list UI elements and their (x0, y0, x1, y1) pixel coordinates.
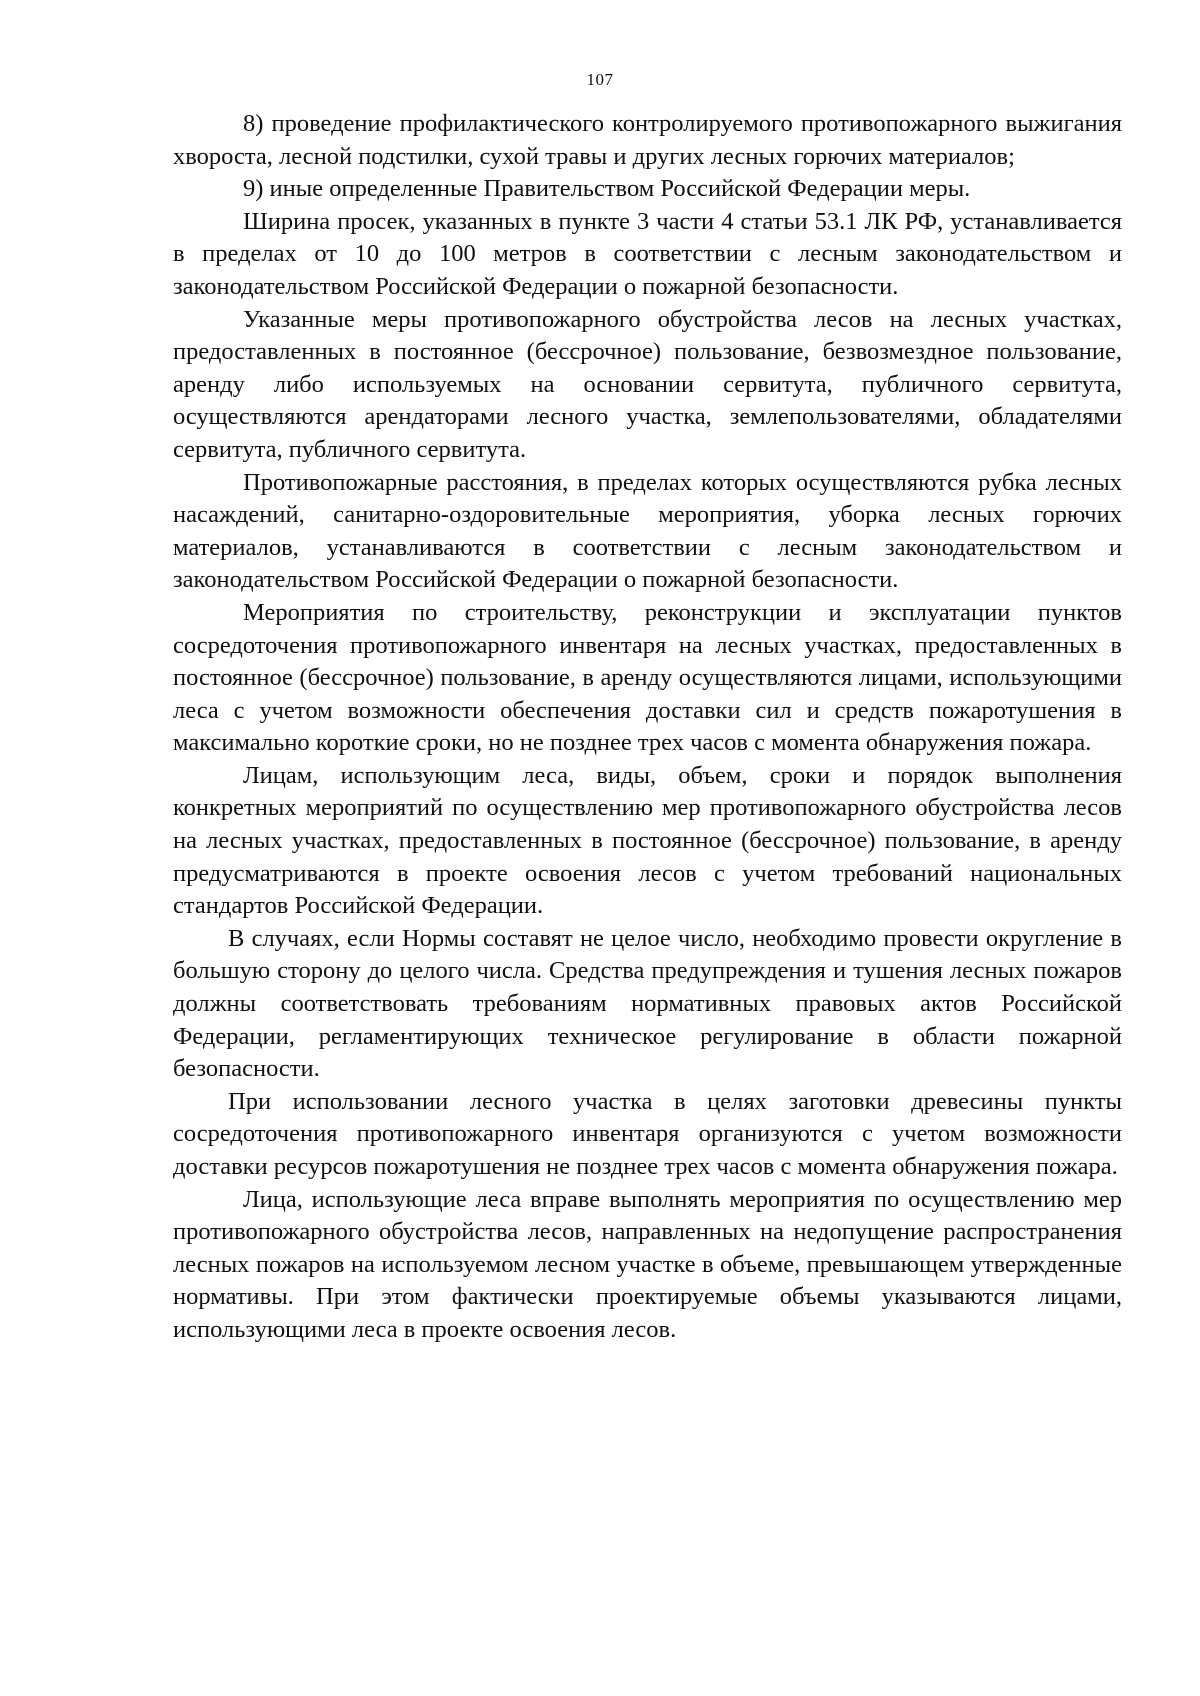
paragraph-item-8: 8) проведение профилактического контролируемого противопожарного выжигания хвороста, лесной подстилки, сухой травы и других лесных горючих материалов; (173, 110, 1122, 170)
paragraph-timber-harvest: При использовании лесного участка в целях заготовки древесины пункты сосредоточения противопожарного инвентаря организуются с учетом возможности доставки ресурсов пожаротушения не позднее трех часов с момента обнаружения пожара. (173, 1087, 1122, 1180)
paragraph-clearing-width: Ширина просек, указанных в пункте 3 части 4 статьи 53.1 ЛК РФ, устанавливается в пределах от 10 до 100 метров в соответствии с лесным законодательством и законодательством Российской Федерации о пожарной безопасности. (173, 207, 1122, 300)
paragraph-measures-responsibility: Указанные меры противопожарного обустройства лесов на лесных участках, предоставленных в постоянное (бессрочное) пользование, безвозмездное пользование, аренду либо используемых на основании сервитута, публичного сервитута, осуществляются арендаторами лесного участка, землепользователями, обладателями сервитута, публичного сервитута. (173, 305, 1122, 463)
document-body (173, 108, 1122, 1347)
paragraph-forest-users: Лицам, использующим леса, виды, объем, сроки и порядок выполнения конкретных мероприятий по осуществлению мер противопожарного обустройства лесов на лесных участках, предоставленных в постоянное (бессрочное) пользование, в аренду предусматриваются в проекте освоения лесов с учетом требований национальных стандартов Российской Федерации. (173, 761, 1122, 920)
paragraph-inventory-points: Мероприятия по строительству, реконструкции и эксплуатации пунктов сосредоточения противопожарного инвентаря на лесных участках, предоставленных в постоянное (бессрочное) пользование, в аренду осуществляются лицами, использующими леса с учетом возможности обеспечения доставки сил и средств пожаротушения в максимально короткие сроки, но не позднее трех часов с момента обнаружения пожара. (173, 598, 1122, 757)
paragraph-rounding: В случаях, если Нормы составят не целое число, необходимо провести округление в большую сторону до целого числа. Средства предупреждения и тушения лесных пожаров должны соответствовать требованиям нормативных правовых актов Российской Федерации, регламентирующих техническое регулирование в области пожарной безопасности. (173, 924, 1122, 1083)
paragraph-fire-distances: Противопожарные расстояния, в пределах которых осуществляются рубка лесных насаждений, санитарно-оздоровительные мероприятия, уборка лесных горючих материалов, устанавливаются в соответствии с лесным законодательством и законодательством Российской Федерации о пожарной безопасности. (173, 468, 1122, 594)
paragraph-item-9: 9) иные определенные Правительством Российской Федерации меры. (243, 175, 971, 203)
paragraph-excess-measures: Лица, использующие леса вправе выполнять мероприятия по осуществлению мер противопожарного обустройства лесов, направленных на недопущение распространения лесных пожаров на используемом лесном участке в объеме, превышающем утвержденные нормативы. При этом фактически проектируемые объемы указываются лицами, использующими леса в проекте освоения лесов. (173, 1185, 1122, 1343)
page-number: 107 (586, 70, 614, 89)
